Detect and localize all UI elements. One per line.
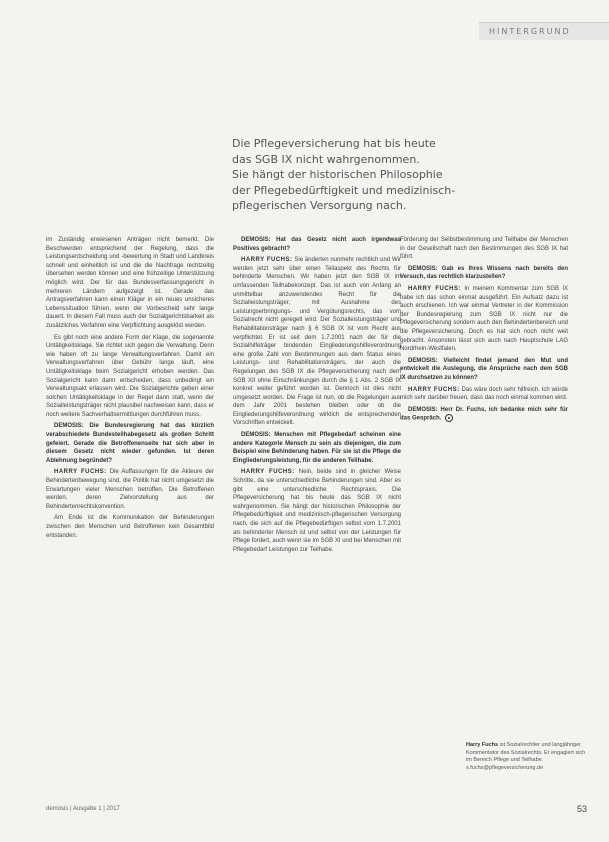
text-column-3 [400,236,568,426]
answer-text: Das wäre doch sehr hilfreich. Ich würde mich sehr darüber freuen, dass das noch einmal kommen wird. [400,386,568,402]
bio-contact: s.fuchs@pflegeversicherung.de [466,764,544,771]
pull-quote-line: der Pflegebedürftigkeit und medizinisch- [232,183,456,197]
bio-text: ist Sozialrechtler und langjähriger Kommentator des Sozialrechts. Er engagiert sich im Bereich Pflege und Teilhabe. [466,742,586,763]
interview-question: DEMOSIS: Die Bundesregierung hat das kürzlich verabschiedete Bundesteilhabegesetz als großen Schritt gefeiert. Gerade die Betroffenenseite hat sich aber in diesem Gesetz nicht wieder gefunden. Ist deren Ablehnung begründet? [46,423,214,464]
answer-text: In meinem Kommentar zum SGB IX habe ich das schon einmal ausgeführt. Ein Aufsatz dazu ist auch erschienen. Ich war einmal Vertreter in der Kommission der Bundesregierung zum SGB IX nicht nur die Pflegeversicherung sondern auch den Behindertenbereich und die Pflegeversicherung. Doch es hat sich noch nicht weit gebracht. Ansonsten lässt sich auch nach Hauptschule LAG Nordrhein-Westfalen. [400,285,568,353]
interview-question: DEMOSIS: Menschen mit Pflegebedarf scheinen eine andere Kategorie Mensch zu sein als diejenigen, die zum Beispiel eine Behinderung haben. Für sie ist die Pflege die Eingliederungsleistung, für die anderen Teilhabe. [233,432,401,464]
body-paragraph: Förderung der Selbstbestimmung und Teilhabe der Menschen in der Gesellschaft nach den Bestimmungen des SGB IX hat führt. [400,237,568,261]
interview-question: DEMOSIS: Gab es Ihres Wissens nach bereits den Versuch, das rechtlich klarzustellen? [400,265,568,281]
speaker-label: HARRY FUCHS: [54,469,107,476]
end-of-article-icon [445,414,453,422]
pull-quote-line: Die Pflegeversicherung hat bis heute [232,137,436,150]
section-tag: HINTERGRUND [479,22,609,40]
pull-quote-line: pflegerischen Versorgung nach. [232,199,407,212]
answer-text: Sie änderten nunmehr rechtlich und Wir werden jetzt sehr über einen Teilaspekt des Rechts für behinderte Menschen. Wir haben jetzt den SGB IX im umfassenden Teilhabekonzept. Das ist auch von Anfang an unmittelbar anzuwendendes Recht für die Sozialleistungsträger, mit Ausnahme des Leistungserbringungs- und Vergütungsrechts, das vom Sozialrecht nicht geregelt wird. Der Sozialleistungsträger und Rehabilitationsträger nach § 6 SGB IX ist vom Recht aus verpflichtet. Er ist seit dem 1.7.2001 nach der für die Sozialhilfeträger bindenden Eingliederungshilfeverordnung eine große Zahl von Bestimmungen aus dem Status eines Leistungs- und Rehabilitationsträgers, der auch die Regelungen des SGB IX die Pflegeversicherung nach dem SGB XII ohne Einschränkungen durch die § 1 Abs. 2 SGB IX konkret weiter geführt worden ist. Dennoch ist dies nicht umgesetzt worden. Die Frage ist nun, ob die Regelungen aus dem Jahr 2001 bestehen bleiben oder ob die Eingliederungshilfeverordnung wirklich die entsprechenden Vorschriften entwickelt. [233,257,401,427]
interview-answer [233,256,401,428]
text-column-1 [46,236,214,543]
interview-answer [46,468,214,511]
closing-text: DEMOSIS: Herr Dr. Fuchs, ich bedanke mich sehr für das Gespräch. [400,406,568,422]
interview-question: DEMOSIS: Vielleicht findet jemand den Mut und entwickelt die Auslegung, die Ansprüche nach dem SGB IX durchsetzen zu können? [400,357,568,381]
bio-name: Harry Fuchs [466,742,499,748]
page-number: 53 [576,804,587,814]
answer-text: Die Auffassungen für die Akteure der Behindertenbewegung sind, die Politik hat nicht umgesetzt die Erwartungen vieler Menschen betroffen. Die Betroffenen werden, deren Zielvorstellung aus der Behindertenrechtskonvention. [46,469,214,510]
text-column-2 [233,236,401,557]
author-bio [466,742,586,772]
speaker-label: HARRY FUCHS: [241,257,293,264]
speaker-label: HARRY FUCHS: [408,285,461,292]
pull-quote-line: Sie hängt der historischen Philosophie [232,168,443,181]
body-paragraph: Es gibt noch eine andere Form der Klage, die sogenannte Untätigkeitsklage. Sie richtet sich gegen die Verwaltung. Denn wie haben oft zu lange Verwaltungsverfahren. Damit ein Verwaltungsverfahren über Gebühr lange läuft, eine Untätigkeitsklage beim Sozialgericht erhoben werden. Das Sozialgericht kann dann entscheiden, dass unbedingt ein Verwaltungsakt erlassen wird. Die Sozialgerichte geben einer solchen Untätigkeitsklage in der Regel dann statt, wenn der Sozialleistungsträger nicht plausibel nachweisen kann, dass er noch weitere Sachverhaltsermittlungen durchführen muss. [46,334,214,418]
interview-answer [233,468,401,554]
interview-question: DEMOSIS: Hat das Gesetz nicht auch irgendwas Positives gebracht? [233,237,401,252]
interview-closing [400,406,568,424]
body-paragraph: im Zuständig erwiesenen Anträgen nicht bemerkt. Die Beschwerden entsprechend der Regelung, dass die Leistungsentscheidung und -bewertung in Stadt und Landkreis schnell und einheitlich ist und die die Nachfrage rechtzeitig übersehen werden können und eine frühzeitige Unterstützung möglich wird. Der für das Bundesverfassungsgericht in mehreren Ländern aufgezeigt ist. Gerade das Antragsverfahren kann einen Kläger in ein neues unsicheres Lebenssituation führen, wenn der Vorbescheid sehr lange dauert. In diesem Fall muss auch der Sozialgerichtsbarkeit als zusätzliches Verfahren eine Verpflichtung ausgelöst werden. [46,237,214,329]
pull-quote [232,136,552,214]
answer-text: Nein, beide sind in gleicher Weise Schritte, da sie unterschiedliche Behinderungen sind. Aber es gibt eine unterschiedliche Rechtspraxis. Die Pflegeversicherung hat bis heute das SGB IX nicht wahrgenommen. Sie hängt der historischen Philosophie der Pflegebedürftigkeit und medizinisch-pflegerischen Versorgung nach, die sich auf die Pflegebedürftigen selbst vom 1.7.2001 als behinderter Mensch ist und selbst von der Leistungen für Pflege fordert, auch wenn sie im SGB XI und bei Menschen mit Pflegebedarf Leistungen zur Teilhabe. [233,469,402,553]
body-paragraph: Am Ende ist die Kommunikation der Behinderungen zwischen den Menschen und Betroffenen kein Gesamtbild entstanden. [46,515,214,539]
interview-answer [400,386,568,403]
speaker-label: HARRY FUCHS: [241,469,295,476]
speaker-label: HARRY FUCHS: [408,386,460,393]
footer-publication: demosis | Ausgabe 1 | 2017 [46,806,120,812]
pull-quote-line: das SGB IX nicht wahrgenommen. [232,152,420,166]
interview-answer [400,285,568,354]
